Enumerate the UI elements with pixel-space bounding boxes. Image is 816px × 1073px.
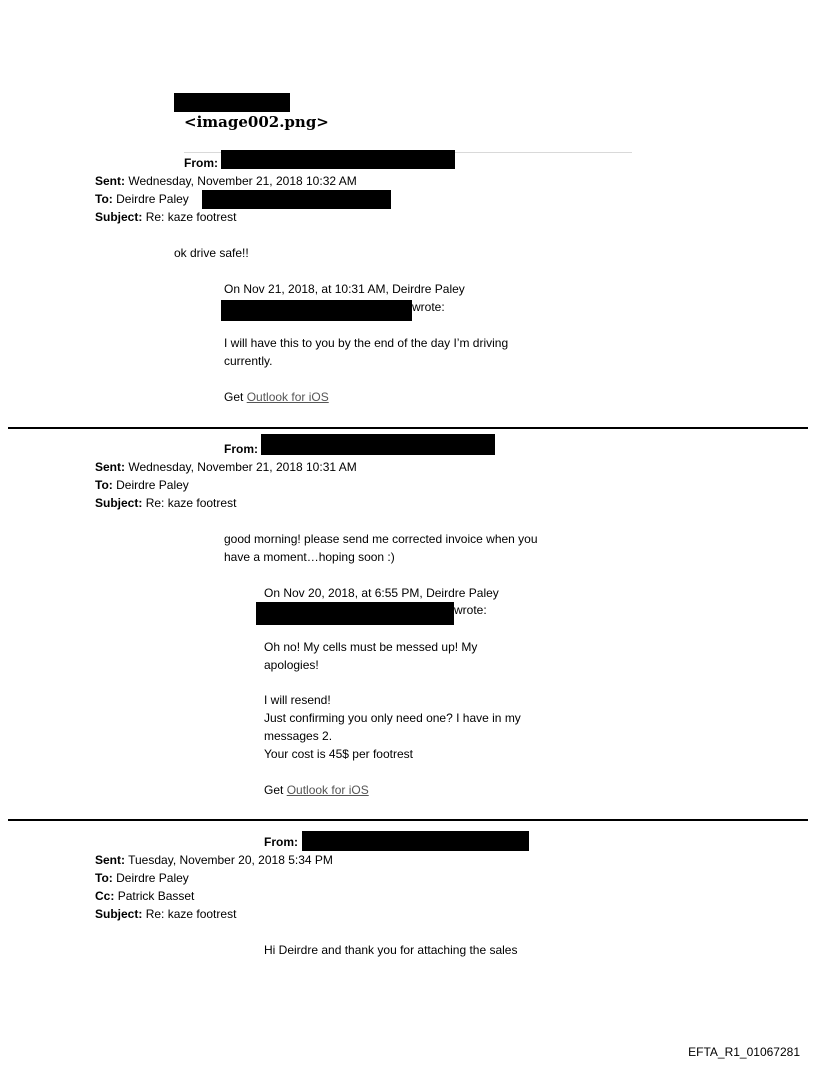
outlook-line [224,388,329,406]
redaction-box [202,190,391,209]
from-label: From: [264,835,298,849]
to-label: To: [95,871,113,885]
quote-line: apologies! [264,658,319,672]
email-body-line: good morning! please send me corrected invoice when you [224,532,538,546]
sent-label: Sent: [95,460,125,474]
to-line [95,869,189,887]
quote-header: On Nov 20, 2018, at 6:55 PM, Deirdre Paley [264,586,499,600]
quote-wrote: wrote: [412,300,445,314]
email-body: Hi Deirdre and thank you for attaching the sales [264,943,518,957]
sent-value: Wednesday, November 21, 2018 10:31 AM [128,460,357,474]
to-value: Deirdre Paley [116,478,189,492]
to-value: Deirdre Paley [116,192,189,206]
subject-line [95,494,236,512]
subject-line [95,208,236,226]
outlook-for-ios-link[interactable]: Outlook for iOS [246,390,329,404]
get-text: Get [224,390,244,404]
email-body: ok drive safe!! [174,246,249,260]
subject-value: Re: kaze footrest [145,907,237,921]
sent-line [95,172,357,190]
get-text: Get [264,783,284,797]
from-label: From: [224,442,258,456]
redaction-box [221,150,455,169]
quote-line: I will have this to you by the end of the day I’m driving [224,336,509,350]
redaction-box [256,602,454,625]
redaction-box [221,300,412,321]
attachment-name: <image002.png> [184,113,329,131]
subject-label: Subject: [95,907,143,921]
to-label: To: [95,192,113,206]
sent-line [95,851,333,869]
email-body-line: have a moment…hoping soon :) [224,550,395,564]
cc-value: Patrick Basset [117,889,195,903]
subject-label: Subject: [95,496,143,510]
subject-value: Re: kaze footrest [145,210,237,224]
to-line [95,190,189,208]
sent-line [95,458,357,476]
quote-line: Oh no! My cells must be messed up! My [264,640,478,654]
redaction-box [261,434,495,455]
to-value: Deirdre Paley [116,871,189,885]
outlook-line [264,781,369,799]
quote-wrote: wrote: [454,603,487,617]
quote-line: currently. [224,354,273,368]
quote-header: On Nov 21, 2018, at 10:31 AM, Deirdre Paley [224,282,465,296]
quote-line: I will resend! [264,693,331,707]
quote-line: messages 2. [264,729,333,743]
sent-value: Wednesday, November 21, 2018 10:32 AM [128,174,357,188]
subject-label: Subject: [95,210,143,224]
redaction-box [174,93,290,112]
quote-line: Just confirming you only need one? I have in my [264,711,521,725]
from-label: From: [184,156,218,170]
cc-line [95,887,194,905]
cc-label: Cc: [95,889,115,903]
redaction-box [302,831,529,851]
separator-rule [8,427,808,429]
quote-line: Your cost is 45$ per footrest [264,747,413,761]
sent-label: Sent: [95,174,125,188]
document-id: EFTA_R1_01067281 [688,1045,800,1059]
sent-label: Sent: [95,853,125,867]
subject-value: Re: kaze footrest [145,496,237,510]
to-line [95,476,189,494]
to-label: To: [95,478,113,492]
subject-line [95,905,236,923]
sent-value: Tuesday, November 20, 2018 5:34 PM [128,853,333,867]
separator-rule [8,819,808,821]
outlook-for-ios-link[interactable]: Outlook for iOS [286,783,369,797]
